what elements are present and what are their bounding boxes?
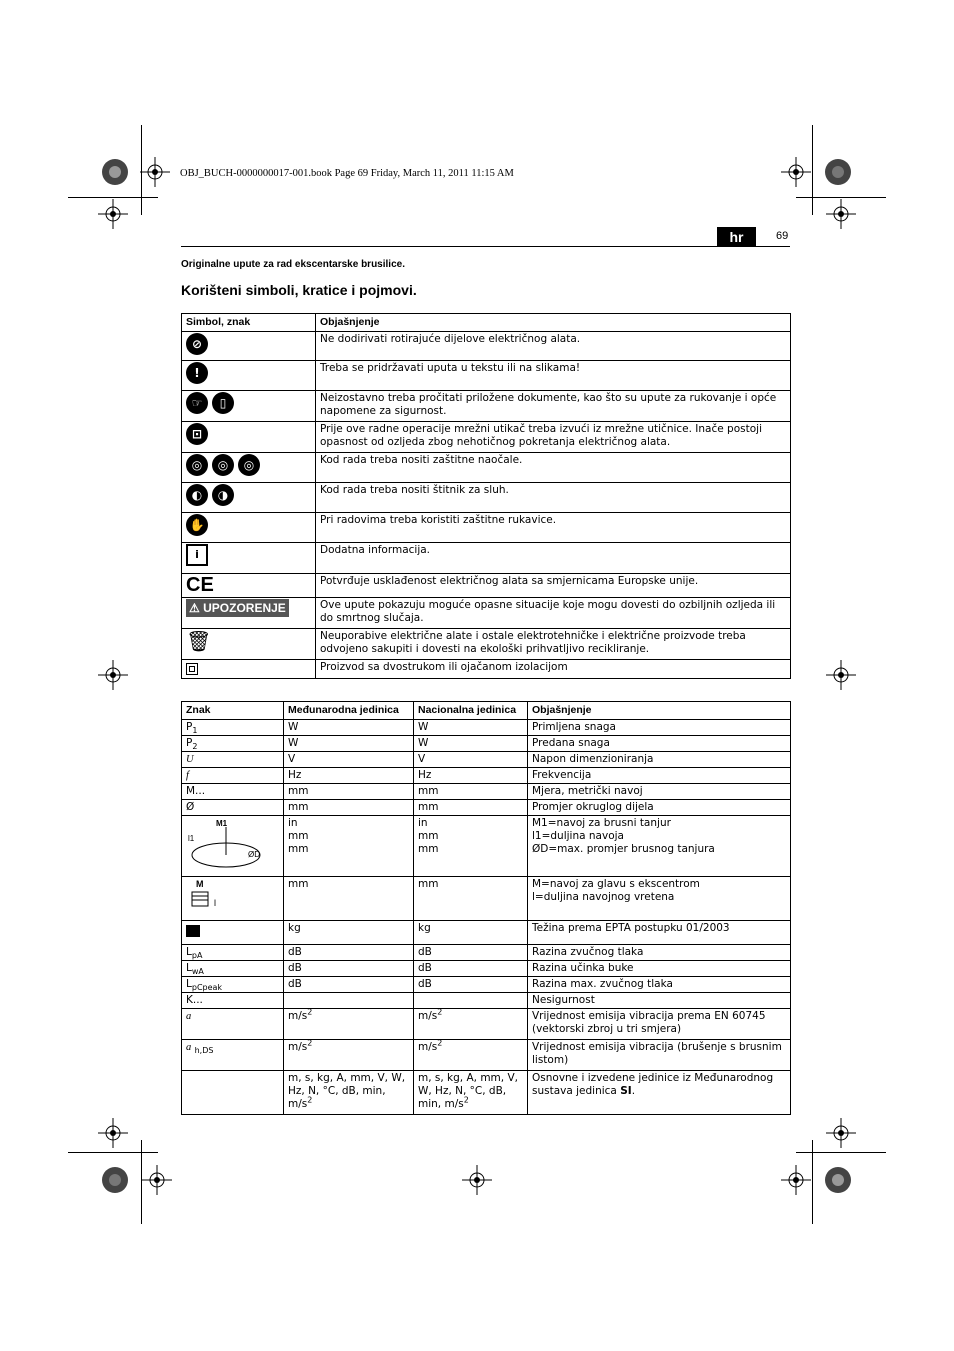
table-row bbox=[182, 483, 791, 513]
subtitle: Originalne upute za rad ekscentarske brusilice. bbox=[181, 259, 405, 270]
sanding-disc-diagram bbox=[186, 817, 276, 871]
table-row: f Hz Hz Frekvencija bbox=[182, 768, 791, 784]
weight-icon bbox=[186, 925, 200, 937]
row-text: Prije ove radne operacije mrežni utikač treba izvući iz mrežne utičnice. Inače postoji opasnost od ozljeda zbog nehotičnog pokretanja električnog alata. bbox=[316, 422, 791, 453]
row-text: Neizostavno treba pročitati priložene dokumente, kao što su upute za rukovanje i opće napomene za sigurnost. bbox=[316, 391, 791, 422]
row-text: Proizvod sa dvostrukom ili ojačanom izolacijom bbox=[316, 660, 791, 679]
svg-text:ØD: ØD bbox=[248, 850, 260, 859]
table-row: K... Nesigurnost bbox=[182, 993, 791, 1009]
table-row-disc: M1 l1 ØD in mm mm in mm mm M1=navoj za brusni tanjur l1=duljina navoja ØD=max. promjer brusnog tanjura bbox=[182, 816, 791, 877]
header-desc: Objašnjenje bbox=[528, 702, 791, 720]
page-title: Korišteni simboli, kratice i pojmovi. bbox=[181, 282, 417, 298]
table-row: kg kg Težina prema EPTA postupku 01/2003 bbox=[182, 921, 791, 945]
gloves-icon: ✋ bbox=[186, 514, 208, 536]
table-row bbox=[182, 513, 791, 543]
table-row: $L_{pCpeak}$ dB dB Razina max. zvučnog tlaka bbox=[182, 977, 791, 993]
ear-protection-icon: ◐ bbox=[186, 484, 208, 506]
spindle-diagram bbox=[186, 878, 226, 912]
language-badge: hr bbox=[717, 227, 756, 247]
ce-mark-icon: CE bbox=[186, 574, 214, 596]
unplug-icon: ⊡ bbox=[186, 423, 208, 445]
table-row-spindle: M l mm mm M=navoj za glavu s ekscentrom l=duljina navojnog vretena bbox=[182, 877, 791, 921]
read-manual-icon: ☞ bbox=[186, 392, 208, 414]
table-row: U V V Napon dimenzioniranja bbox=[182, 752, 791, 768]
table-row bbox=[182, 332, 791, 361]
goggles-icon: ◎ bbox=[238, 454, 260, 476]
table-row bbox=[182, 598, 791, 629]
row-text: Dodatna informacija. bbox=[316, 543, 791, 574]
row-text: Ove upute pokazuju moguće opasne situacije koje mogu dovesti do ozbiljnih ozljeda ili do smrtnog slučaja. bbox=[316, 598, 791, 629]
safety-goggles-icon: ◎ bbox=[186, 454, 208, 476]
row-text: Ne dodirivati rotirajuće dijelove električnog alata. bbox=[316, 332, 791, 361]
table-row bbox=[182, 629, 791, 660]
svg-text:M1: M1 bbox=[216, 819, 228, 828]
table-row bbox=[182, 422, 791, 453]
svg-text:M: M bbox=[196, 879, 204, 889]
row-text: Potvrđuje usklađenost električnog alata sa smjernicama Europske unije. bbox=[316, 574, 791, 598]
info-icon: i bbox=[186, 544, 208, 566]
table-row bbox=[182, 391, 791, 422]
no-touch-rotating-icon: ⊘ bbox=[186, 333, 208, 355]
row-text: Kod rada treba nositi štitnik za sluh. bbox=[316, 483, 791, 513]
table-row: a $_{h,DS}$ $m/s^2$ $m/s^2$ Vrijednost emisija vibracija (brušenje s brusnim listom) bbox=[182, 1040, 791, 1071]
svg-text:l: l bbox=[214, 898, 216, 908]
double-insulation-icon bbox=[186, 663, 198, 675]
row-text: Kod rada treba nositi zaštitne naočale. bbox=[316, 453, 791, 483]
table-row: $L_{wA}$ dB dB Razina učinka buke bbox=[182, 961, 791, 977]
row-text: Treba se pridržavati uputa u tekstu ili na slikama! bbox=[316, 361, 791, 391]
table-row bbox=[182, 361, 791, 391]
warning-triangle-icon: ⚠ bbox=[189, 601, 200, 615]
table-row bbox=[182, 543, 791, 574]
ear-muff-icon: ◑ bbox=[212, 484, 234, 506]
table-row: M... mm mm Mjera, metrički navoj bbox=[182, 784, 791, 800]
table-row: a $m/s^2$ $m/s^2$ Vrijednost emisija vibracija prema EN 60745 (vektorski zbroj u tri smjera) bbox=[182, 1009, 791, 1040]
exclamation-icon: ! bbox=[186, 362, 208, 384]
book-icon: ▯ bbox=[212, 392, 234, 414]
table-row bbox=[182, 660, 791, 679]
table-row: $P_1$ W W Primljena snaga bbox=[182, 720, 791, 736]
book-line: OBJ_BUCH-0000000017-001.book Page 69 Friday, March 11, 2011 11:15 AM bbox=[180, 168, 514, 179]
row-text: Neuporabive električne alate i ostale elektrotehničke i električne proizvode treba odvojeno sakupiti i dovesti na ekološki prihvatljivo recikliranje. bbox=[316, 629, 791, 660]
table-header-row bbox=[182, 314, 791, 332]
warning-label: ⚠ UPOZORENJE bbox=[186, 599, 289, 617]
crossed-bin-icon: 🗑 bbox=[186, 629, 212, 653]
table-row bbox=[182, 574, 791, 598]
table-row: m, s, kg, A, mm, V, W, Hz, N, °C, dB, min, $m/s^2$ m, s, kg, A, mm, V, W, Hz, N, °C, dB, min, $m/s^2$ Osnovne i izvedene jedinice iz Međunarodnog sustava jedinica SI. bbox=[182, 1071, 791, 1115]
table-header-row bbox=[182, 702, 791, 720]
symbols-table bbox=[181, 313, 791, 679]
page-number: 69 bbox=[776, 230, 789, 242]
table-row: $L_{pA}$ dB dB Razina zvučnog tlaka bbox=[182, 945, 791, 961]
table-row bbox=[182, 453, 791, 483]
header-sign: Znak bbox=[182, 702, 284, 720]
header-symbol: Simbol, znak bbox=[182, 314, 316, 332]
svg-text:l1: l1 bbox=[188, 834, 195, 843]
header-intl: Međunarodna jedinica bbox=[284, 702, 414, 720]
header-rule bbox=[181, 246, 790, 247]
units-table bbox=[181, 701, 791, 1115]
header-explanation: Objašnjenje bbox=[316, 314, 791, 332]
table-row: $P_2$ W W Predana snaga bbox=[182, 736, 791, 752]
face-shield-icon: ◎ bbox=[212, 454, 234, 476]
row-text: Pri radovima treba koristiti zaštitne rukavice. bbox=[316, 513, 791, 543]
header-nat: Nacionalna jedinica bbox=[414, 702, 528, 720]
table-row: Ø mm mm Promjer okruglog dijela bbox=[182, 800, 791, 816]
